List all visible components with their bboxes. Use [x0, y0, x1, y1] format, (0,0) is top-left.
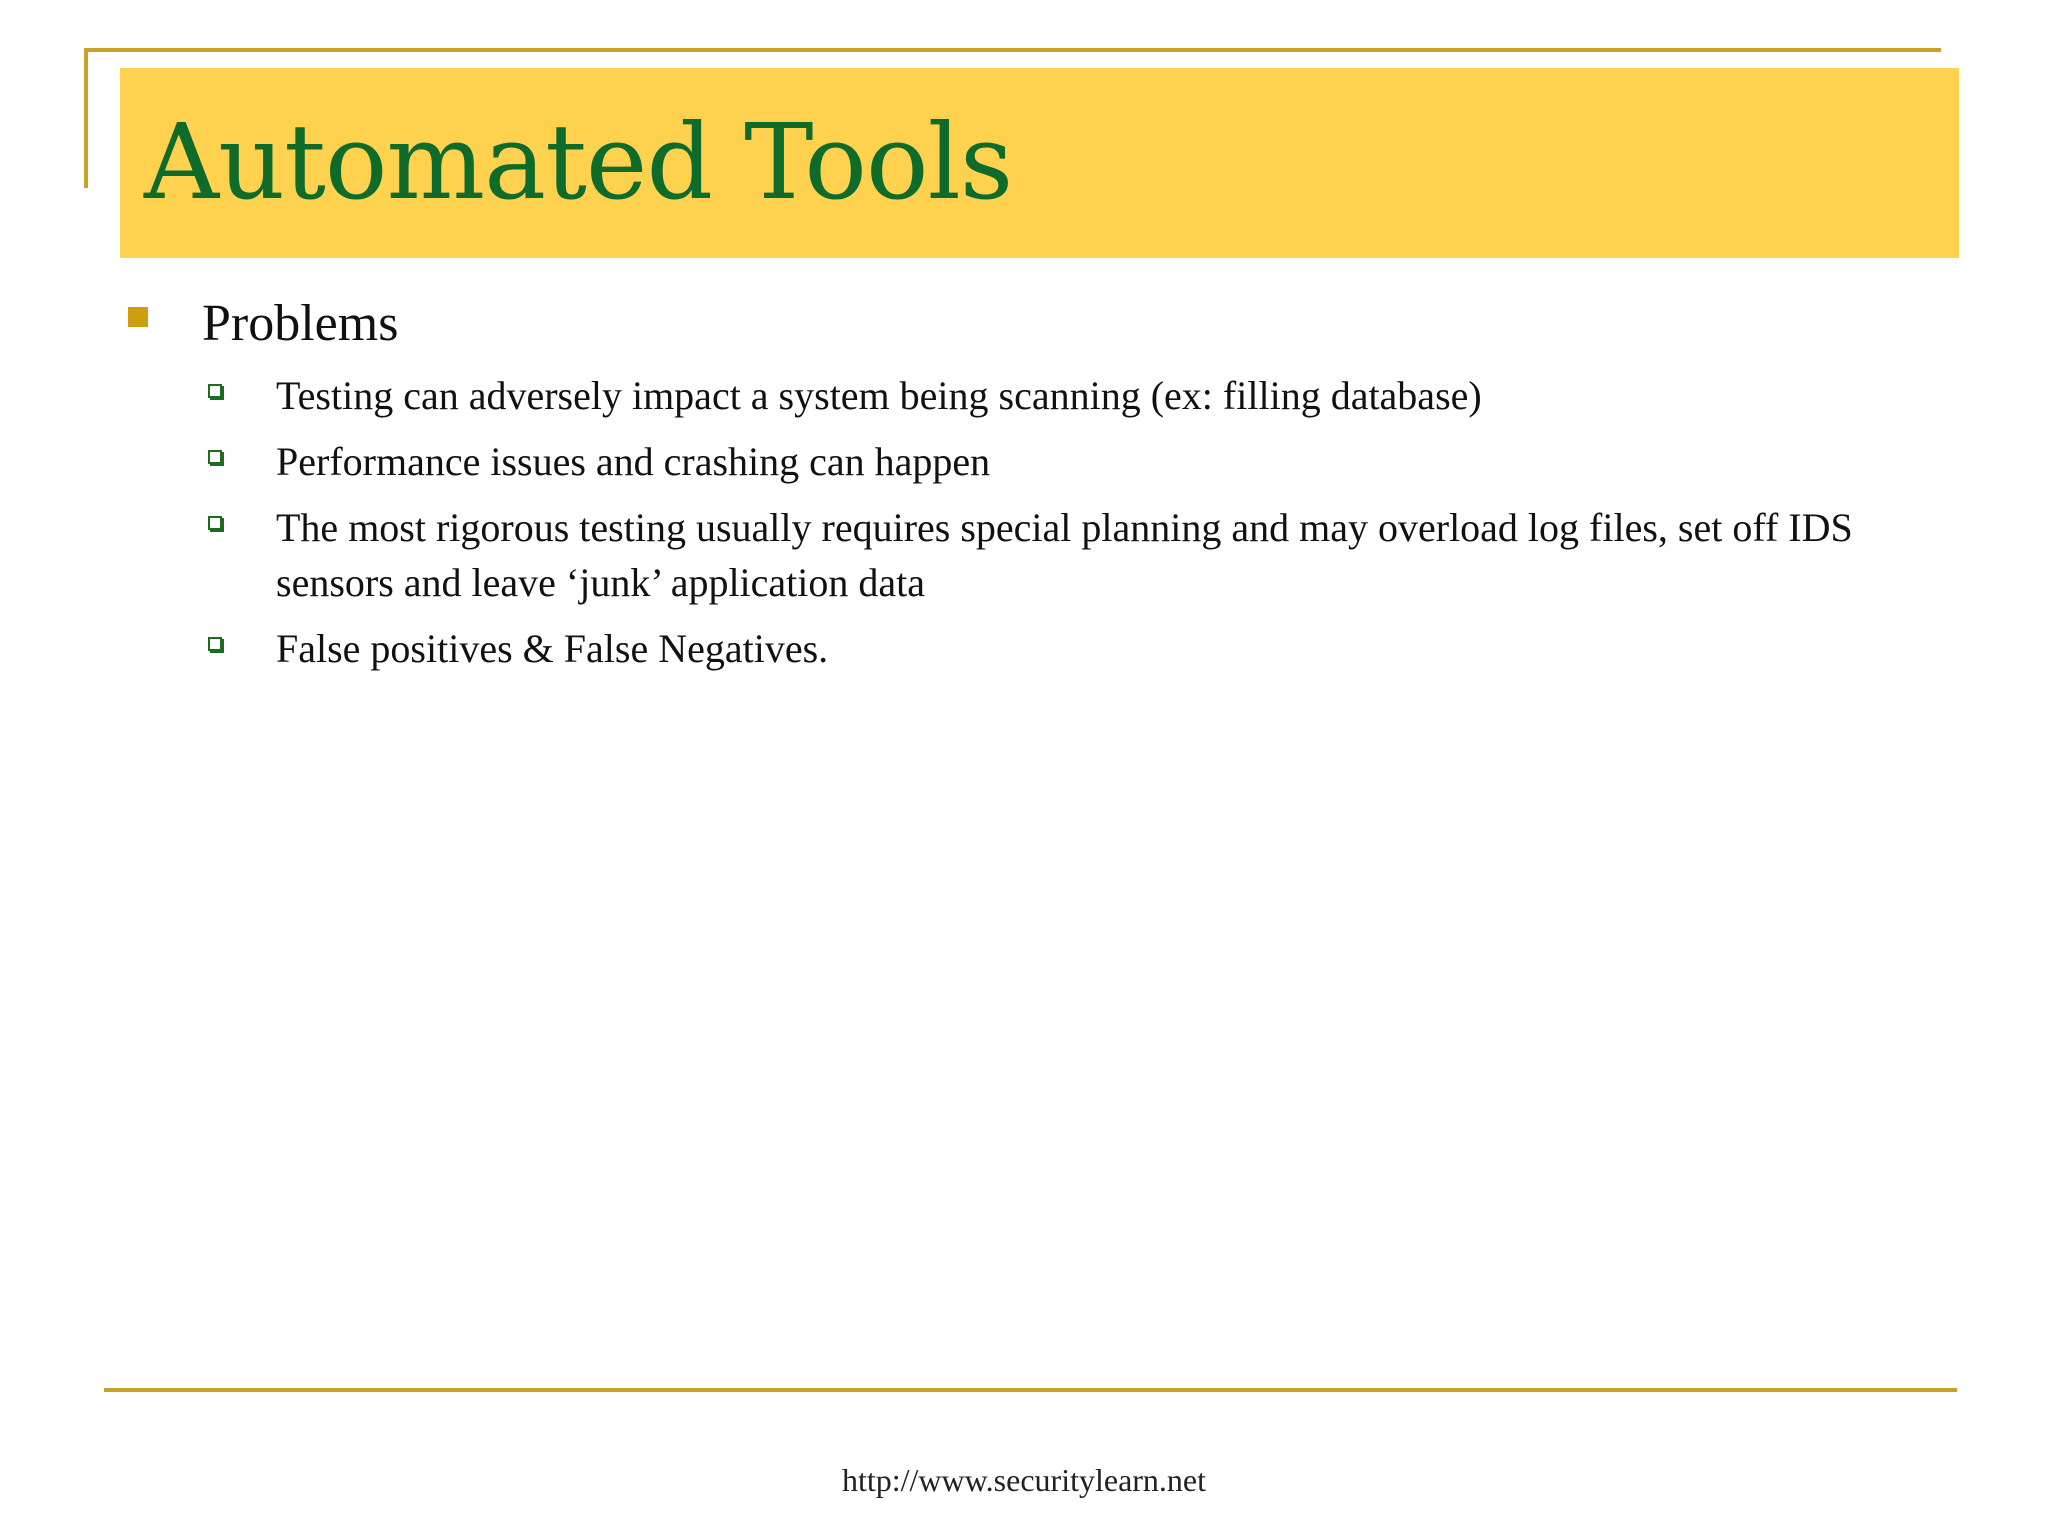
footer-accent-line: [104, 1388, 1957, 1392]
sub-bullet-item: [202, 434, 1924, 489]
sub-bullet-text: False positives & False Negatives.: [276, 626, 829, 671]
sub-bullet-item: [202, 500, 1924, 610]
top-accent-line: [84, 48, 1941, 52]
sub-bullet-text: Performance issues and crashing can happen: [276, 439, 991, 484]
slide-content: [124, 288, 1924, 687]
title-bar: [120, 68, 1959, 258]
sub-bullet-list: [124, 368, 1924, 676]
hollow-square-bullet-icon: [208, 637, 222, 651]
square-bullet-icon: [128, 307, 148, 327]
left-accent-line: [84, 48, 88, 188]
bullet-text: Problems: [202, 295, 399, 352]
bullet-problems: [124, 288, 1924, 360]
footer-url: http://www.securitylearn.net: [841, 1462, 1207, 1498]
sub-bullet-item: [202, 368, 1924, 423]
hollow-square-bullet-icon: [208, 450, 222, 464]
sub-bullet-text: The most rigorous testing usually requires special planning and may overload log files, set off IDS sensors and leave ‘junk’ application data: [276, 505, 1853, 605]
hollow-square-bullet-icon: [208, 384, 222, 398]
slide-title: Automated Tools: [144, 101, 1013, 223]
sub-bullet-item: [202, 621, 1924, 676]
hollow-square-bullet-icon: [208, 516, 222, 530]
sub-bullet-text: Testing can adversely impact a system being scanning (ex: filling database): [276, 373, 1482, 418]
